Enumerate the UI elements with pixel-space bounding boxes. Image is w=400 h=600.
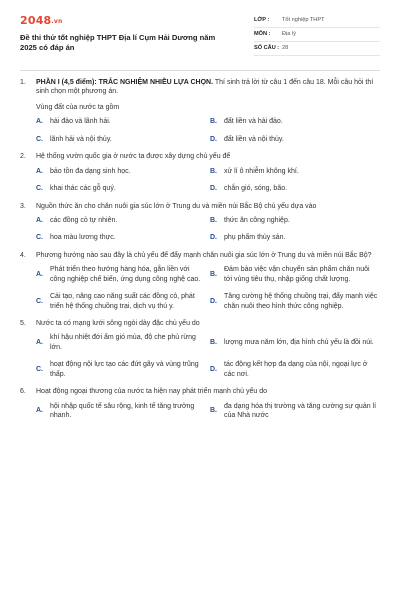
option-letter: B.	[210, 118, 217, 126]
meta-count-value: 28	[282, 44, 289, 51]
question-3	[20, 202, 382, 243]
meta-class-row	[254, 14, 380, 28]
question-number: 1.	[20, 79, 26, 86]
option-text: lượng mưa năm lớn, địa hình chủ yếu là đồi núi.	[224, 339, 374, 347]
option-text: hội nhập quốc tế sâu rộng, kinh tế tăng trưởng nhanh.	[50, 402, 195, 420]
option-letter: A.	[36, 339, 43, 347]
options-grid	[36, 216, 382, 243]
page-header	[0, 0, 400, 66]
option-b[interactable]	[210, 117, 384, 126]
option-letter: C.	[36, 366, 43, 374]
option-text: Tăng cường hệ thống chuồng trại, đẩy mạnh việc chăn nuôi theo hình thức công nghiệp.	[224, 293, 378, 310]
page-title: Đề thi thử tốt nghiệp THPT Địa lí Cụm Hải Dương năm 2025 có đáp án	[20, 32, 216, 53]
options-grid	[36, 333, 382, 379]
meta-box	[254, 14, 380, 56]
option-letter: C.	[36, 185, 43, 193]
option-letter: C.	[36, 135, 43, 143]
option-letter: B.	[210, 339, 217, 347]
option-letter: A.	[36, 407, 43, 415]
question-text: Hoạt động ngoại thương của nước ta hiện nay phát triển mạnh chủ yếu do	[36, 388, 268, 396]
question-stem: Vùng đất của nước ta gồm	[36, 103, 120, 111]
option-letter: C.	[36, 297, 43, 305]
option-text: Đảm bảo việc vận chuyển sản phẩm chăn nuôi tới vùng tiêu thụ, nhập giống chất lượng.	[224, 266, 370, 283]
question-text	[36, 78, 382, 97]
options-grid	[36, 167, 382, 194]
option-c[interactable]	[36, 233, 210, 242]
option-text: xử lí ô nhiễm không khí.	[224, 167, 299, 175]
option-text: đất liền và hải đảo.	[224, 118, 283, 126]
option-letter: A.	[36, 270, 43, 278]
option-text: Cải tạo, nâng cao năng suất các đồng cỏ, phát triển hệ thống chuồng trại, dịch vụ thú y.	[50, 293, 195, 310]
question-number: 4.	[20, 251, 26, 259]
question-5	[20, 319, 382, 379]
option-b[interactable]	[210, 216, 384, 225]
question-text: Hệ thống vườn quốc gia ở nước ta được xây dựng chủ yếu để	[36, 153, 231, 161]
option-d[interactable]	[210, 135, 384, 144]
question-number: 6.	[20, 388, 26, 396]
option-letter: A.	[36, 118, 43, 126]
option-a[interactable]	[36, 265, 210, 284]
option-c[interactable]	[36, 292, 210, 311]
option-letter: B.	[210, 407, 217, 415]
option-a[interactable]	[36, 333, 210, 352]
option-text: các đồng cỏ tự nhiên.	[50, 216, 118, 224]
option-text: khí hậu nhiệt đới ẩm gió mùa, độ che phủ rừng lớn.	[50, 334, 196, 351]
option-letter: A.	[36, 216, 43, 224]
option-text: đa dạng hóa thị trường và tăng cường sự quản lí của Nhà nước	[224, 402, 377, 420]
option-text: hoa màu lương thực.	[50, 234, 116, 242]
option-letter: C.	[36, 234, 43, 242]
option-letter: A.	[36, 167, 43, 175]
logo-suffix: .vn	[51, 18, 63, 25]
question-number: 2.	[20, 153, 26, 161]
question-text: Phương hướng nào sau đây là chủ yếu để đẩy mạnh chăn nuôi gia súc lớn ở Trung du và miền núi Bắc Bộ?	[36, 251, 372, 259]
option-d[interactable]	[210, 233, 384, 242]
option-text: hải đảo và lãnh hải.	[50, 118, 111, 126]
option-letter: B.	[210, 167, 217, 175]
meta-subject-value: Địa lý	[282, 30, 296, 37]
option-a[interactable]	[36, 167, 210, 176]
logo-main: 2048	[20, 14, 52, 27]
meta-count-row	[254, 42, 380, 56]
option-text: khai thác các gỗ quý.	[50, 185, 116, 193]
question-2	[20, 152, 382, 193]
option-a[interactable]	[36, 216, 210, 225]
option-d[interactable]	[210, 184, 384, 193]
meta-class-label: LỚP :	[254, 16, 270, 23]
question-list	[20, 78, 382, 429]
question-text: Nước ta có mạng lưới sông ngòi dày đặc chủ yếu do	[36, 320, 200, 327]
option-text: bảo tồn đa dạng sinh học.	[50, 167, 131, 175]
option-letter: B.	[210, 216, 217, 224]
question-number: 5.	[20, 320, 26, 327]
meta-subject-label: MÔN :	[254, 30, 271, 37]
section-heading: PHẦN I (4,5 điểm): TRẮC NGHIỆM NHIỀU LỰA CHỌN.	[36, 79, 214, 86]
option-a[interactable]	[36, 117, 210, 126]
option-letter: D.	[210, 234, 217, 242]
option-text: đất liền và nội thủy.	[224, 135, 284, 143]
option-text: phụ phẩm thủy sản.	[224, 234, 286, 242]
question-number: 3.	[20, 202, 26, 210]
question-6	[20, 387, 382, 420]
option-text: chắn gió, sóng, bão.	[224, 185, 288, 193]
option-text: tác động kết hợp đa dạng của nội, ngoại lực ở các nơi.	[224, 361, 368, 378]
question-4	[20, 251, 382, 311]
option-d[interactable]	[210, 292, 384, 311]
question-text: Nguồn thức ăn cho chăn nuôi gia súc lớn ở Trung du và miền núi Bắc Bộ chủ yếu dựa vào	[36, 202, 317, 210]
options-grid	[36, 402, 382, 421]
option-d[interactable]	[210, 360, 384, 379]
option-text: Phát triển theo hướng hàng hóa, gắn liền với công nghiệp chế biến, ứng dụng công nghệ cao.	[50, 266, 201, 283]
option-letter: D.	[210, 185, 217, 193]
option-letter: D.	[210, 135, 217, 143]
option-b[interactable]	[210, 333, 384, 352]
options-grid	[36, 265, 382, 311]
options-grid	[36, 117, 382, 144]
option-a[interactable]	[36, 402, 210, 421]
header-divider	[20, 70, 380, 71]
option-letter: B.	[210, 270, 217, 278]
option-letter: D.	[210, 366, 217, 374]
option-letter: D.	[210, 297, 217, 305]
option-c[interactable]	[36, 184, 210, 193]
option-b[interactable]	[210, 402, 384, 421]
question-1	[20, 78, 382, 144]
option-b[interactable]	[210, 167, 384, 176]
option-b[interactable]	[210, 265, 384, 284]
section-instructions: Thí sinh trả lời từ câu 1 đến câu 18. Mỗi câu hỏi thí sinh chọn một phương án.	[36, 79, 374, 96]
option-c[interactable]	[36, 135, 210, 144]
meta-count-label: SỐ CÂU :	[254, 44, 280, 51]
option-text: thức ăn công nghiệp.	[224, 216, 290, 224]
meta-subject-row	[254, 28, 380, 42]
option-text: hoạt động nội lực tạo các đứt gãy và vùng trũng thấp.	[50, 361, 199, 378]
option-text: lãnh hải và nội thủy.	[50, 135, 112, 143]
option-c[interactable]	[36, 360, 210, 379]
meta-class-value: Tốt nghiệp THPT	[282, 16, 325, 23]
